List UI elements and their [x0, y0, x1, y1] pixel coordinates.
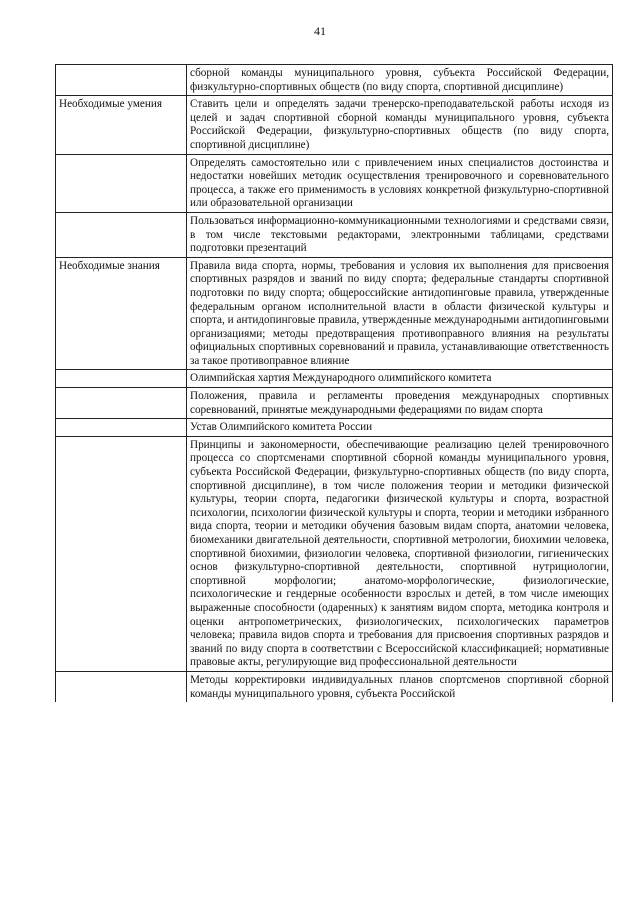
row-text: Олимпийская хартия Международного олимпийского комитета: [187, 370, 613, 388]
row-label: [56, 419, 187, 437]
row-label: [56, 388, 187, 419]
table-row: [56, 436, 613, 671]
row-label: [56, 671, 187, 702]
row-text: Пользоваться информационно-коммуникационными технологиями и средствами связи, в том числе текстовыми редакторами, электронными таблицами, средствами подготовки презентаций: [187, 212, 613, 257]
row-label: [56, 436, 187, 671]
row-text: Методы корректировки индивидуальных планов спортсменов спортивной сборной команды муниципального уровня, субъекта Российской: [187, 671, 613, 702]
table-row: [56, 212, 613, 257]
row-label: [56, 212, 187, 257]
table-row: [56, 370, 613, 388]
row-label: [56, 154, 187, 212]
row-label: [56, 65, 187, 96]
row-label-skills: Необходимые умения: [56, 96, 187, 154]
row-label: [56, 370, 187, 388]
row-text: Правила вида спорта, нормы, требования и условия их выполнения для присвоения спортивных разрядов и званий по виду спорта; федеральные стандарты спортивной подготовки по виду спорта; общероссийские антидопинговые правила, утвержденные федеральным органом исполнительной власти в области физической культуры и спорта, и антидопинговые правила, утвержденные международными антидопинговыми организациями; методы предотвращения противоправного влияния на результаты официальных спортивных соревнований и правила, устанавливающие ответственность за такое противоправное влияние: [187, 257, 613, 370]
competency-table: [55, 64, 613, 702]
row-text: Определять самостоятельно или с привлечением иных специалистов достоинства и недостатки новейших методик осуществления тренировочного и соревновательного процесса, а также его применимость в условиях конкретной физкультурно-спортивной или образовательной организации: [187, 154, 613, 212]
row-text: сборной команды муниципального уровня, субъекта Российской Федерации, физкультурно-спортивных обществ (по виду спорта, спортивной дисциплине): [187, 65, 613, 96]
page-number: 41: [314, 24, 326, 38]
row-text: Устав Олимпийского комитета России: [187, 419, 613, 437]
table-row: [56, 388, 613, 419]
table-row: [56, 65, 613, 96]
table-row: [56, 96, 613, 154]
table-row: [56, 257, 613, 370]
table-row: [56, 154, 613, 212]
table-row: [56, 671, 613, 702]
row-text: Ставить цели и определять задачи тренерско-преподавательской работы исходя из целей и задач спортивной сборной команды муниципального уровня, субъекта Российской Федерации, физкультурно-спортивных обществ (по виду спорта, спортивной дисциплине): [187, 96, 613, 154]
row-text: Положения, правила и регламенты проведения международных спортивных соревнований, принятые международными федерациями по видам спорта: [187, 388, 613, 419]
row-text: Принципы и закономерности, обеспечивающие реализацию целей тренировочного процесса со спортсменами спортивной сборной команды муниципального уровня, субъекта Российской Федерации, физкультурно-спортивных обществ (по виду спорта, спортивной дисциплине), в том числе положения теории и методики физической культуры, теории спорта, педагогики физической культуры и спорта, возрастной психологии, психологии физической культуры и спорта, теории и методики избранного вида спорта, теории и методики обучения базовым видам спорта, анатомии человека, биомеханики двигательной деятельности, спортивной метрологии, биохимии человека, спортивной биохимии, физиологии человека, спортивной физиологии, гигиенических основ физкультурно-спортивной деятельности, спортивной нутрициологии, спортивной морфологии; анатомо-морфологические, физиологические, психологические и гендерные особенности взрослых и детей, в том числе имеющих выраженные способности (одаренных) к занятиям видом спорта, методика контроля и оценки антропометрических, физиологических, психологических параметров человека; правила видов спорта и требования для присвоения спортивных разрядов и званий по виду спорта в соответствии с Всероссийской классификацией; нормативные правовые акты, регулирующие вид профессиональной деятельности: [187, 436, 613, 671]
row-label-knowledge: Необходимые знания: [56, 257, 187, 370]
table-row: [56, 419, 613, 437]
